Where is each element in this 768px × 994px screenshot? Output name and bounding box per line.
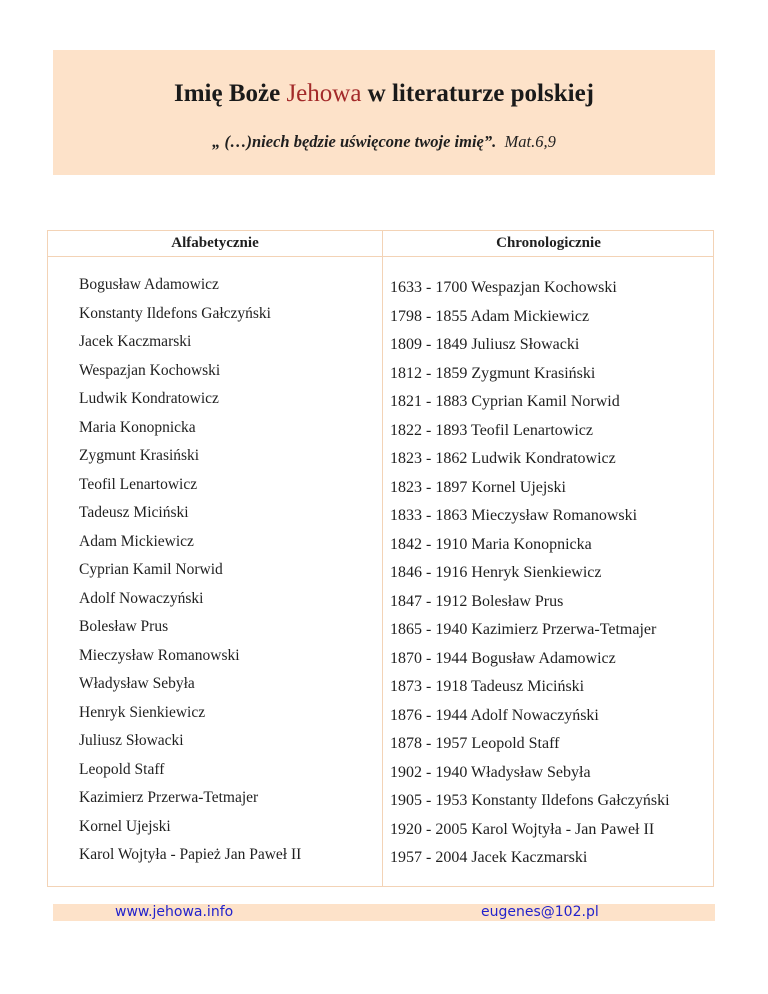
chronological-list-item: 1870 - 1944 Bogusław Adamowicz (390, 649, 616, 667)
subtitle-quote (53, 132, 715, 152)
chronological-list-item: 1920 - 2005 Karol Wojtyła - Jan Paweł II (390, 820, 655, 838)
alphabetical-list-item: Zygmunt Krasiński (79, 447, 200, 464)
alphabetical-list-item: Karol Wojtyła - Papież Jan Paweł II (79, 846, 302, 863)
chronological-heading: Chronologicznie (496, 235, 601, 251)
chronological-list-item: 1905 - 1953 Konstanty Ildefons Gałczyński (390, 792, 670, 809)
chronological-list-item: 1823 - 1862 Ludwik Kondratowicz (390, 450, 616, 467)
alphabetical-list-item: Bogusław Adamowicz (79, 276, 219, 293)
chronological-list-item: 1873 - 1918 Tadeusz Miciński (390, 678, 585, 695)
alphabetical-list (79, 275, 301, 874)
alphabetical-list-item: Mieczysław Romanowski (79, 646, 240, 664)
header-divider (48, 256, 713, 257)
title-accent-word: Jehowa (286, 80, 362, 107)
chronological-list-item: 1833 - 1863 Mieczysław Romanowski (390, 507, 638, 524)
alphabetical-list-item: Maria Konopnicka (79, 418, 196, 436)
alphabetical-list-item: Henryk Sienkiewicz (79, 703, 206, 721)
alphabetical-list-item: Władysław Sebyła (79, 675, 195, 692)
alphabetical-list-item: Leopold Staff (79, 760, 165, 778)
chronological-list (390, 278, 670, 877)
alphabetical-heading: Alfabetycznie (171, 235, 259, 251)
alphabetical-list-item: Cyprian Kamil Norwid (79, 561, 223, 578)
column-divider (382, 231, 383, 886)
chronological-list-item: 1798 - 1855 Adam Mickiewicz (390, 307, 590, 325)
chronological-list-item: 1812 - 1859 Zygmunt Krasiński (390, 364, 596, 382)
chronological-list-item: 1865 - 1940 Kazimierz Przerwa-Tetmajer (390, 621, 657, 638)
chronological-list-item: 1809 - 1849 Juliusz Słowacki (390, 336, 580, 353)
alphabetical-list-item: Bolesław Prus (79, 618, 169, 635)
alphabetical-list-item: Ludwik Kondratowicz (79, 390, 219, 407)
chronological-list-item: 1823 - 1897 Kornel Ujejski (390, 478, 566, 496)
page-title (53, 80, 715, 108)
chronological-list-item: 1822 - 1893 Teofil Lenartowicz (390, 421, 593, 439)
alphabetical-list-item: Wespazjan Kochowski (79, 361, 221, 379)
footer-bar (53, 904, 715, 921)
chronological-list-item: 1878 - 1957 Leopold Staff (390, 735, 560, 752)
quote-reference: Mat.6,9 (504, 132, 556, 151)
alphabetical-list-item: Jacek Kaczmarski (79, 333, 192, 350)
alphabetical-list-item: Kornel Ujejski (79, 817, 171, 835)
header-box (53, 50, 715, 175)
quote-text: „ (…)niech będzie uświęcone twoje imię”. (212, 132, 497, 151)
email-link[interactable]: eugenes@102.pl (481, 904, 599, 920)
alphabetical-list-item: Juliusz Słowacki (79, 732, 184, 749)
chronological-list-item: 1842 - 1910 Maria Konopnicka (390, 535, 592, 553)
title-after: w literaturze polskiej (361, 80, 595, 107)
alphabetical-list-item: Adam Mickiewicz (79, 532, 194, 550)
website-link[interactable]: www.jehowa.info (115, 904, 234, 920)
chronological-list-item: 1633 - 1700 Wespazjan Kochowski (390, 279, 617, 296)
alphabetical-list-item: Tadeusz Miciński (79, 504, 189, 521)
chronological-list-item: 1847 - 1912 Bolesław Prus (390, 592, 564, 610)
chronological-list-item: 1876 - 1944 Adolf Nowaczyński (390, 706, 599, 724)
alphabetical-list-item: Konstanty Ildefons Gałczyński (79, 304, 271, 322)
chronological-list-item: 1902 - 1940 Władysław Sebyła (390, 763, 591, 781)
chronological-list-item: 1957 - 2004 Jacek Kaczmarski (390, 849, 588, 866)
alphabetical-list-item: Kazimierz Przerwa-Tetmajer (79, 789, 259, 806)
authors-table (47, 230, 714, 887)
alphabetical-list-item: Adolf Nowaczyński (79, 589, 204, 607)
chronological-list-item: 1846 - 1916 Henryk Sienkiewicz (390, 564, 602, 581)
chronological-list-item: 1821 - 1883 Cyprian Kamil Norwid (390, 393, 620, 410)
title-before: Imię Boże (173, 80, 287, 107)
alphabetical-list-item: Teofil Lenartowicz (79, 475, 198, 493)
